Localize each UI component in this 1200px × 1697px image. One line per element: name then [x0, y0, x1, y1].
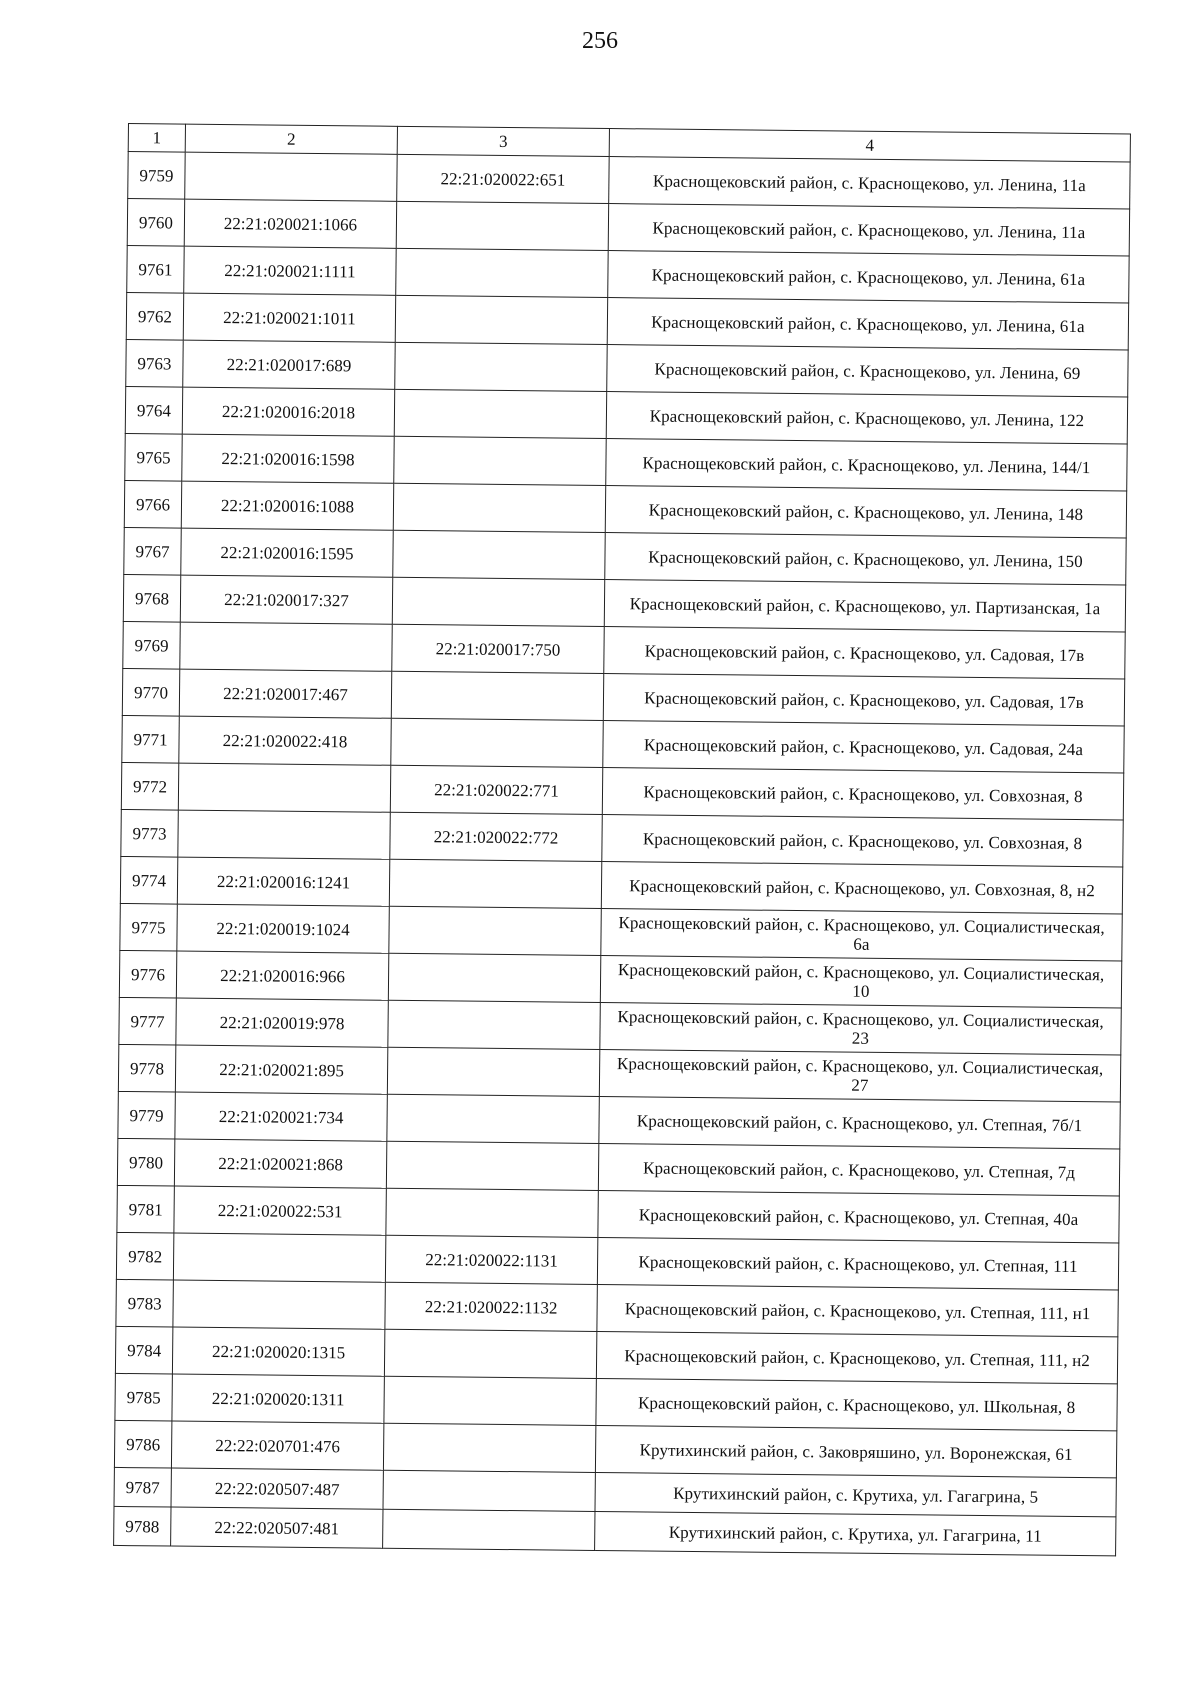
cadastral-number-col2-cell: [171, 1507, 383, 1548]
row-number-cell: [122, 668, 179, 716]
cadastral-number-col2-cell: [174, 1139, 386, 1188]
cadastral-number-col3-cell: [387, 1094, 599, 1143]
row-number-cell: [125, 386, 182, 434]
row-number-text: 9786: [126, 1434, 161, 1454]
cadastral-number-col2-text: 22:21:020017:467: [223, 683, 348, 704]
cadastral-number-col3-text: 22:21:020022:772: [433, 826, 559, 848]
row-number-text: 9781: [128, 1199, 163, 1219]
address-text: Краснощековский район, с. Краснощеково, ул. Ленина, 61а: [651, 311, 1085, 336]
cadastral-number-col2-text: 22:21:020016:1241: [216, 871, 351, 892]
row-number-text: 9775: [131, 917, 166, 937]
row-number-cell: [124, 527, 181, 575]
address-text: Краснощековский район, с. Краснощеково, ул. Степная, 40а: [638, 1204, 1079, 1229]
cadastral-number-col2-cell: [181, 528, 393, 577]
cadastral-number-col2-cell: [180, 575, 392, 624]
row-number-text: 9767: [135, 541, 170, 561]
column-header-1: 1: [128, 124, 185, 153]
cadastral-number-col3-cell: [394, 436, 606, 485]
cadastral-number-col2-text: 22:21:020022:531: [217, 1200, 343, 1221]
row-number-text: 9777: [130, 1011, 165, 1031]
row-number-cell: [125, 433, 182, 481]
cadastral-number-col3-cell: [390, 812, 602, 861]
address-cell: [598, 1190, 1119, 1242]
cadastral-number-col2-cell: [175, 1045, 387, 1094]
column-header-4: 4: [609, 129, 1130, 162]
address-cell: [601, 908, 1122, 960]
cadastral-number-col2-cell: [179, 669, 391, 718]
cadastral-number-col2-cell: [182, 387, 394, 436]
row-number-cell: [127, 199, 184, 247]
cadastral-number-col2-cell: [173, 1233, 385, 1282]
address-cell: [603, 674, 1124, 726]
row-number-cell: [118, 1044, 175, 1092]
row-number-text: 9772: [132, 776, 168, 796]
column-header-2: 2: [185, 124, 397, 154]
cadastral-number-col2-cell: [173, 1280, 385, 1329]
cadastral-number-col2-text: 22:21:020017:689: [226, 354, 352, 375]
address-text: Краснощековский район, с. Краснощеково, ул. Степная, 111, н1: [624, 1298, 1091, 1323]
cadastral-number-col2-text: 22:21:020022:418: [222, 730, 348, 751]
cadastral-number-col2-cell: [184, 199, 396, 248]
cadastral-number-col2-text: 22:21:020021:1011: [223, 307, 356, 328]
address-text: Крутихинский район, с. Крутиха, ул. Гагагрина, 11: [668, 1522, 1042, 1546]
address-cell: [609, 157, 1130, 209]
cadastral-number-col2-cell: [172, 1374, 384, 1423]
cadastral-number-col3-cell: [384, 1376, 596, 1425]
row-number-text: 9779: [129, 1105, 164, 1125]
row-number-cell: [115, 1326, 172, 1374]
address-cell: [601, 862, 1122, 914]
address-text: Краснощековский район, с. Краснощеково, ул. Ленина, 148: [648, 499, 1084, 524]
cadastral-number-col3-cell: [393, 530, 605, 579]
address-cell: [605, 486, 1126, 538]
row-number-cell: [123, 621, 180, 669]
row-number-text: 9771: [133, 729, 168, 749]
row-number-text: 9759: [139, 165, 174, 185]
registry-sheet: [113, 123, 1130, 1556]
address-cell: [595, 1472, 1116, 1516]
address-text: Краснощековский район, с. Краснощеково, ул. Совхозная, 8, н2: [629, 875, 1095, 900]
row-number-text: 9770: [133, 682, 169, 702]
cadastral-number-col3-cell: [389, 906, 601, 955]
cadastral-number-col3-cell: [384, 1329, 596, 1378]
address-text: Краснощековский район, с. Краснощеково, ул. Степная, 7д: [642, 1157, 1076, 1182]
cadastral-number-col2-cell: [178, 810, 390, 859]
address-text: Краснощековский район, с. Краснощеково, ул. Партизанская, 1а: [629, 593, 1101, 618]
cadastral-number-col2-text: 22:21:020021:734: [218, 1106, 344, 1127]
row-number-cell: [119, 997, 176, 1045]
address-text: Краснощековский район, с. Краснощеково, ул. Ленина, 61а: [651, 264, 1086, 289]
row-number-cell: [116, 1232, 173, 1280]
row-number-text: 9773: [132, 823, 167, 843]
registry-table-body: [114, 124, 1131, 1556]
address-cell: [597, 1237, 1118, 1289]
address-cell: [599, 1049, 1120, 1101]
address-text: Крутихинский район, с. Заковряшино, ул. Воронежская, 61: [639, 1439, 1073, 1464]
address-text: Краснощековский район, с. Краснощеково, ул. Совхозная, 8: [642, 828, 1083, 853]
address-text: Краснощековский район, с. Краснощеково, ул. Социалистическая, 10: [617, 960, 1105, 1001]
cadastral-number-col3-cell: [386, 1188, 598, 1237]
cadastral-number-col3-cell: [391, 718, 603, 767]
cadastral-number-col3-text: 22:21:020022:1131: [425, 1249, 558, 1271]
address-text: Краснощековский район, с. Краснощеково, ул. Степная, 111: [638, 1251, 1078, 1276]
cadastral-number-col3-text: 22:21:020017:750: [435, 638, 561, 660]
row-number-cell: [123, 574, 180, 622]
row-number-text: 9776: [130, 964, 166, 984]
address-cell: [595, 1425, 1116, 1477]
cadastral-number-col3-cell: [395, 342, 607, 391]
cadastral-number-col2-text: 22:21:020021:1111: [224, 260, 356, 281]
address-cell: [602, 768, 1123, 820]
cadastral-number-col2-text: 22:22:020507:481: [214, 1517, 340, 1538]
cadastral-number-col2-cell: [182, 434, 394, 483]
cadastral-number-col3-cell: [388, 1000, 600, 1049]
page-number: 256: [582, 28, 618, 54]
column-header-3: 3: [397, 126, 609, 156]
cadastral-number-col2-cell: [176, 998, 388, 1047]
cadastral-number-col3-cell: [386, 1141, 598, 1190]
cadastral-number-col2-cell: [179, 716, 391, 765]
row-number-text: 9769: [134, 635, 169, 655]
row-number-cell: [116, 1279, 173, 1327]
cadastral-number-col3-cell: [393, 483, 605, 532]
row-number-text: 9766: [135, 494, 171, 514]
row-number-text: 9778: [130, 1058, 165, 1078]
cadastral-number-col2-cell: [171, 1421, 383, 1470]
cadastral-number-col2-text: 22:21:020021:868: [218, 1153, 344, 1174]
cadastral-number-col3-text: 22:21:020022:651: [440, 168, 566, 190]
address-text: Краснощековский район, с. Краснощеково, ул. Социалистическая, 27: [616, 1054, 1104, 1095]
address-text: Краснощековский район, с. Краснощеково, ул. Ленина, 69: [654, 359, 1081, 383]
row-number-cell: [114, 1467, 171, 1507]
row-number-cell: [126, 292, 183, 340]
cadastral-number-col2-text: 22:21:020016:1088: [220, 495, 355, 516]
cadastral-number-col2-text: 22:22:020701:476: [215, 1435, 341, 1456]
cadastral-number-col3-cell: [383, 1470, 595, 1511]
address-cell: [604, 580, 1125, 632]
address-cell: [595, 1511, 1116, 1555]
address-cell: [598, 1143, 1119, 1195]
row-number-cell: [120, 856, 177, 904]
address-text: Краснощековский район, с. Краснощеково, ул. Совхозная, 8: [643, 781, 1083, 806]
row-number-cell: [114, 1506, 171, 1546]
cadastral-number-col2-text: 22:21:020021:1066: [223, 213, 358, 234]
row-number-cell: [120, 903, 177, 951]
row-number-cell: [117, 1185, 174, 1233]
address-cell: [607, 298, 1128, 350]
row-number-text: 9780: [129, 1152, 164, 1172]
row-number-text: 9761: [138, 259, 173, 279]
row-number-cell: [119, 950, 176, 998]
row-number-text: 9784: [127, 1340, 162, 1360]
cadastral-number-col3-cell: [392, 624, 604, 673]
cadastral-number-col3-cell: [392, 577, 604, 626]
row-number-cell: [127, 245, 184, 293]
cadastral-number-col3-text: 22:21:020022:1132: [424, 1296, 558, 1318]
row-number-text: 9762: [137, 306, 173, 326]
row-number-text: 9787: [125, 1477, 160, 1497]
row-number-text: 9764: [136, 400, 172, 420]
cadastral-number-col3-cell: [396, 201, 608, 250]
cadastral-number-col3-cell: [385, 1282, 597, 1331]
address-cell: [606, 392, 1127, 444]
cadastral-number-col3-cell: [391, 671, 603, 720]
address-text: Краснощековский район, с. Краснощеково, ул. Садовая, 24а: [643, 734, 1084, 759]
row-number-text: 9782: [128, 1246, 163, 1266]
cadastral-number-col2-cell: [171, 1468, 383, 1509]
cadastral-number-col2-text: 22:21:020016:966: [220, 965, 346, 986]
cadastral-number-col3-text: 22:21:020022:771: [434, 779, 559, 801]
cadastral-number-col2-cell: [181, 481, 393, 530]
cadastral-number-col2-text: 22:21:020019:978: [219, 1012, 345, 1033]
row-number-cell: [121, 762, 178, 810]
row-number-cell: [122, 715, 179, 763]
address-text: Краснощековский район, с. Краснощеково, ул. Социалистическая, 23: [617, 1007, 1104, 1048]
cadastral-number-col2-cell: [183, 340, 395, 389]
row-number-text: 9763: [137, 353, 172, 373]
row-number-cell: [115, 1373, 172, 1421]
cadastral-number-col2-cell: [174, 1186, 386, 1235]
address-cell: [602, 815, 1123, 867]
registry-table: [113, 123, 1131, 1556]
cadastral-number-col3-cell: [387, 1047, 599, 1096]
cadastral-number-col2-text: 22:21:020016:1598: [221, 448, 355, 469]
address-cell: [600, 1002, 1121, 1054]
cadastral-number-col3-cell: [397, 154, 609, 203]
cadastral-number-col3-cell: [383, 1423, 595, 1472]
address-cell: [607, 345, 1128, 397]
row-number-text: 9774: [131, 870, 167, 890]
address-cell: [600, 955, 1121, 1007]
address-text: Краснощековский район, с. Краснощеково, ул. Школьная, 8: [637, 1392, 1076, 1417]
row-number-text: 9760: [138, 212, 174, 232]
address-text: Краснощековский район, с. Краснощеково, ул. Степная, 111, н2: [624, 1345, 1091, 1370]
cadastral-number-col3-cell: [388, 953, 600, 1002]
cadastral-number-col3-cell: [389, 859, 601, 908]
cadastral-number-col3-cell: [394, 389, 606, 438]
address-cell: [606, 439, 1127, 491]
cadastral-number-col2-cell: [172, 1327, 384, 1376]
row-number-text: 9783: [127, 1293, 162, 1313]
address-cell: [604, 627, 1125, 679]
cadastral-number-col2-cell: [180, 622, 392, 671]
cadastral-number-col3-cell: [390, 765, 602, 814]
address-text: Краснощековский район, с. Краснощеково, ул. Ленина, 11а: [652, 171, 1086, 195]
row-number-text: 9785: [126, 1387, 161, 1407]
cadastral-number-col3-cell: [395, 295, 607, 344]
address-text: Краснощековский район, с. Краснощеково, ул. Ленина, 11а: [652, 217, 1086, 242]
address-cell: [599, 1096, 1120, 1148]
cadastral-number-col2-text: 22:22:020507:487: [214, 1478, 340, 1499]
address-cell: [597, 1284, 1118, 1336]
cadastral-number-col2-cell: [177, 904, 389, 953]
cadastral-number-col2-cell: [178, 763, 390, 812]
row-number-cell: [128, 152, 185, 200]
cadastral-number-col2-text: 22:21:020019:1024: [216, 918, 350, 939]
row-number-text: 9768: [134, 588, 170, 608]
address-text: Краснощековский район, с. Краснощеково, ул. Степная, 7б/1: [636, 1110, 1083, 1135]
cadastral-number-col2-text: 22:21:020017:327: [224, 589, 349, 610]
cadastral-number-col2-text: 22:21:020016:1595: [220, 542, 354, 563]
row-number-cell: [114, 1420, 171, 1468]
cadastral-number-col2-cell: [184, 246, 396, 295]
address-text: Краснощековский район, с. Краснощеково, ул. Ленина, 122: [649, 405, 1085, 430]
cadastral-number-col2-text: 22:21:020021:895: [219, 1059, 345, 1080]
row-number-cell: [118, 1091, 175, 1139]
address-cell: [603, 721, 1124, 773]
address-cell: [608, 204, 1129, 256]
cadastral-number-col2-text: 22:21:020016:2018: [221, 401, 356, 422]
address-text: Краснощековский район, с. Краснощеково, ул. Садовая, 17в: [644, 687, 1084, 712]
address-cell: [608, 251, 1129, 303]
address-text: Крутихинский район, с. Крутиха, ул. Гагагрина, 5: [673, 1483, 1039, 1507]
cadastral-number-col2-cell: [185, 152, 397, 201]
address-text: Краснощековский район, с. Краснощеково, ул. Ленина, 150: [648, 546, 1083, 571]
cadastral-number-col2-cell: [175, 1092, 387, 1141]
row-number-cell: [124, 480, 181, 528]
address-text: Краснощековский район, с. Краснощеково, ул. Ленина, 144/1: [642, 452, 1091, 477]
address-cell: [596, 1378, 1117, 1430]
row-number-cell: [121, 809, 178, 857]
cadastral-number-col3-cell: [396, 248, 608, 297]
address-text: Краснощековский район, с. Краснощеково, ул. Садовая, 17в: [644, 640, 1085, 665]
cadastral-number-col2-cell: [176, 951, 388, 1000]
row-number-text: 9765: [136, 447, 171, 467]
row-number-cell: [117, 1138, 174, 1186]
cadastral-number-col2-cell: [183, 293, 395, 342]
cadastral-number-col2-text: 22:21:020020:1311: [211, 1388, 345, 1409]
cadastral-number-col3-cell: [385, 1235, 597, 1284]
cadastral-number-col2-text: 22:21:020020:1315: [211, 1341, 346, 1362]
row-number-cell: [126, 339, 183, 387]
address-text: Краснощековский район, с. Краснощеково, ул. Социалистическая, 6а: [618, 913, 1105, 954]
address-cell: [605, 533, 1126, 585]
row-number-text: 9788: [125, 1516, 160, 1536]
cadastral-number-col2-cell: [177, 857, 389, 906]
address-cell: [596, 1331, 1117, 1383]
cadastral-number-col3-cell: [383, 1509, 595, 1550]
